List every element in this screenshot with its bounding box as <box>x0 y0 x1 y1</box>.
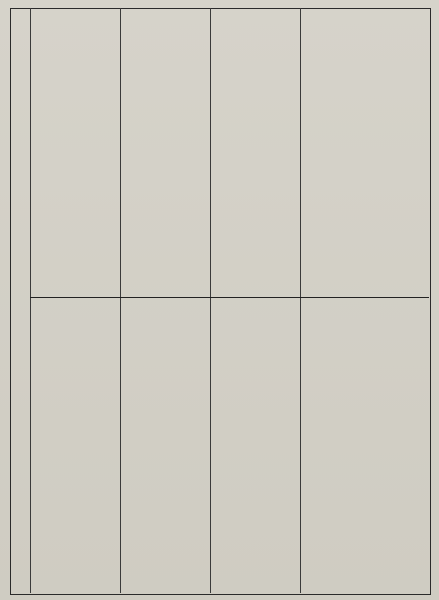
page-frame <box>10 8 431 595</box>
column-rule <box>300 8 301 297</box>
register-divider <box>30 297 429 298</box>
column-rule <box>120 298 121 593</box>
column-rule <box>210 8 211 297</box>
header-margin-rule <box>30 8 31 593</box>
column-rule <box>120 8 121 297</box>
column-rule <box>300 298 301 593</box>
column-rule <box>210 298 211 593</box>
